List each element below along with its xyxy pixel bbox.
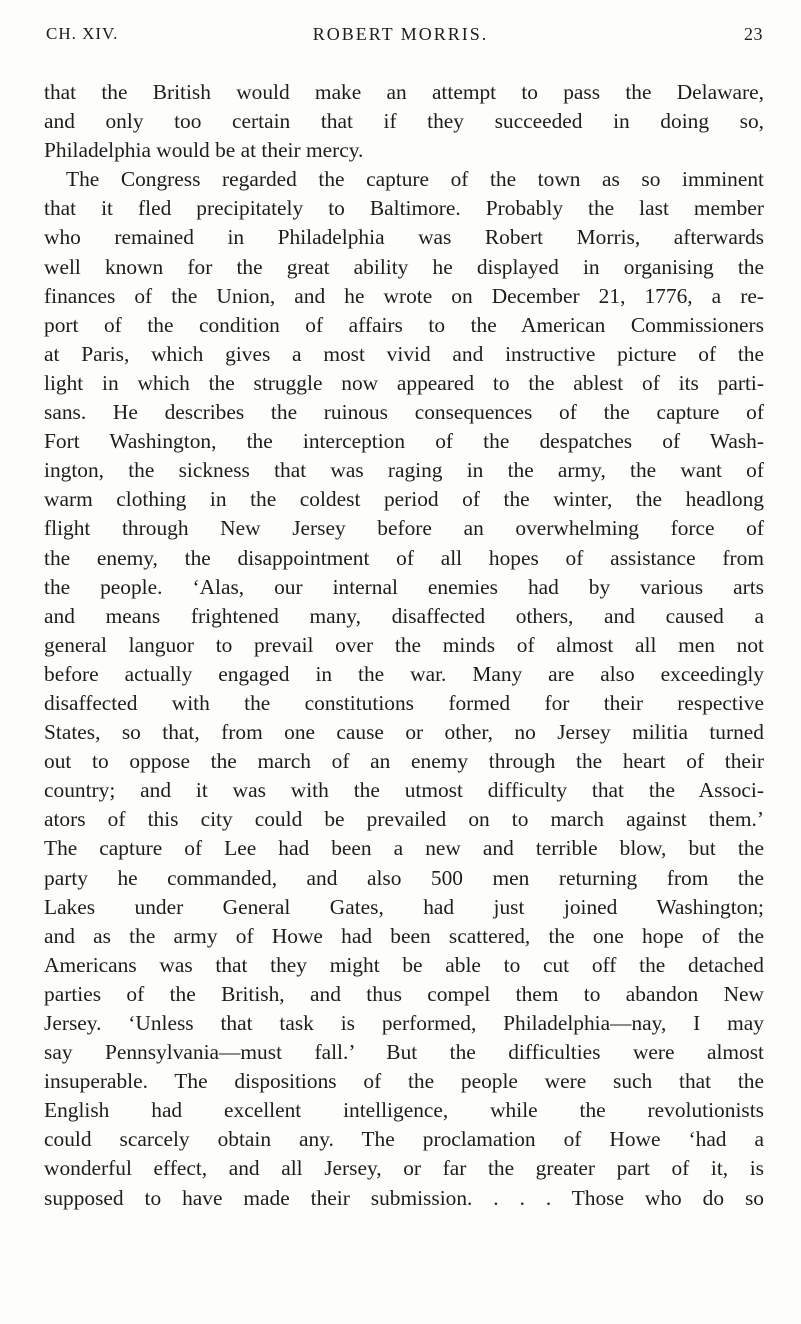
chapter-label: CH. XIV.: [46, 24, 119, 43]
text-line: sans. He describes the ruinous consequences of the capture of: [44, 400, 764, 425]
text-line: who remained in Philadelphia was Robert Morris, afterwards: [44, 225, 764, 250]
text-line: Jersey. ‘Unless that task is performed, Philadelphia—nay, I may: [44, 1011, 764, 1035]
text-line: Americans was that they might be able to cut off the detached: [44, 952, 764, 977]
text-line: supposed to have made their submission. . . . Those who do so: [44, 1185, 764, 1210]
text-line: Lakes under General Gates, had just joined Washington;: [44, 894, 764, 919]
text-line: and as the army of Howe had been scattered, the one hope of the: [44, 923, 764, 948]
text-line: The capture of Lee had been a new and terrible blow, but the: [44, 836, 764, 861]
text-line: the people. ‘Alas, our internal enemies had by various arts: [44, 574, 764, 599]
text-line: The Congress regarded the capture of the town as so imminent: [66, 167, 764, 192]
text-line: and means frightened many, disaffected others, and caused a: [44, 603, 764, 628]
text-line: insuperable. The dispositions of the people were such that the: [44, 1069, 764, 1094]
text-line: that the British would make an attempt to pass the Delaware,: [44, 80, 764, 104]
text-line: general languor to prevail over the minds of almost all men not: [44, 632, 764, 657]
body-text: [44, 78, 764, 1213]
text-line: flight through New Jersey before an overwhelming force of: [44, 516, 764, 541]
text-line: ators of this city could be prevailed on to march against them.’: [44, 807, 764, 832]
text-line: out to oppose the march of an enemy through the heart of their: [44, 749, 764, 774]
text-line: finances of the Union, and he wrote on December 21, 1776, a re-: [44, 283, 764, 308]
text-line: and only too certain that if they succeeded in doing so,: [44, 109, 764, 134]
page-number: 23: [744, 24, 763, 44]
text-line: that it fled precipitately to Baltimore. Probably the last member: [44, 196, 764, 221]
text-line: warm clothing in the coldest period of the winter, the headlong: [44, 487, 764, 512]
text-line: say Pennsylvania—must fall.’ But the difficulties were almost: [44, 1040, 764, 1065]
text-line: wonderful effect, and all Jersey, or far the greater part of it, is: [44, 1156, 764, 1181]
text-line: the enemy, the disappointment of all hopes of assistance from: [44, 545, 764, 570]
text-line: parties of the British, and thus compel them to abandon New: [44, 981, 764, 1006]
text-line: country; and it was with the utmost difficulty that the Associ-: [44, 778, 764, 803]
text-line: ington, the sickness that was raging in the army, the want of: [44, 458, 764, 483]
text-line: States, so that, from one cause or other, no Jersey militia turned: [44, 720, 764, 745]
text-line: port of the condition of affairs to the American Commissioners: [44, 312, 764, 337]
text-line: well known for the great ability he displayed in organising the: [44, 254, 764, 279]
running-header: [38, 18, 763, 50]
text-line: before actually engaged in the war. Many are also exceedingly: [44, 661, 764, 686]
text-line: at Paris, which gives a most vivid and instructive picture of the: [44, 341, 764, 366]
text-line: could scarcely obtain any. The proclamation of Howe ‘had a: [44, 1127, 764, 1152]
text-line: party he commanded, and also 500 men returning from the: [44, 865, 764, 890]
running-title: ROBERT MORRIS.: [312, 24, 489, 44]
text-line: Philadelphia would be at their mercy.: [44, 138, 364, 163]
text-line: Fort Washington, the interception of the despatches of Wash-: [44, 429, 764, 454]
text-line: light in which the struggle now appeared to the ablest of its parti-: [44, 370, 764, 395]
text-line: disaffected with the constitutions formed for their respective: [44, 690, 764, 715]
text-line: English had excellent intelligence, while the revolutionists: [44, 1098, 764, 1123]
